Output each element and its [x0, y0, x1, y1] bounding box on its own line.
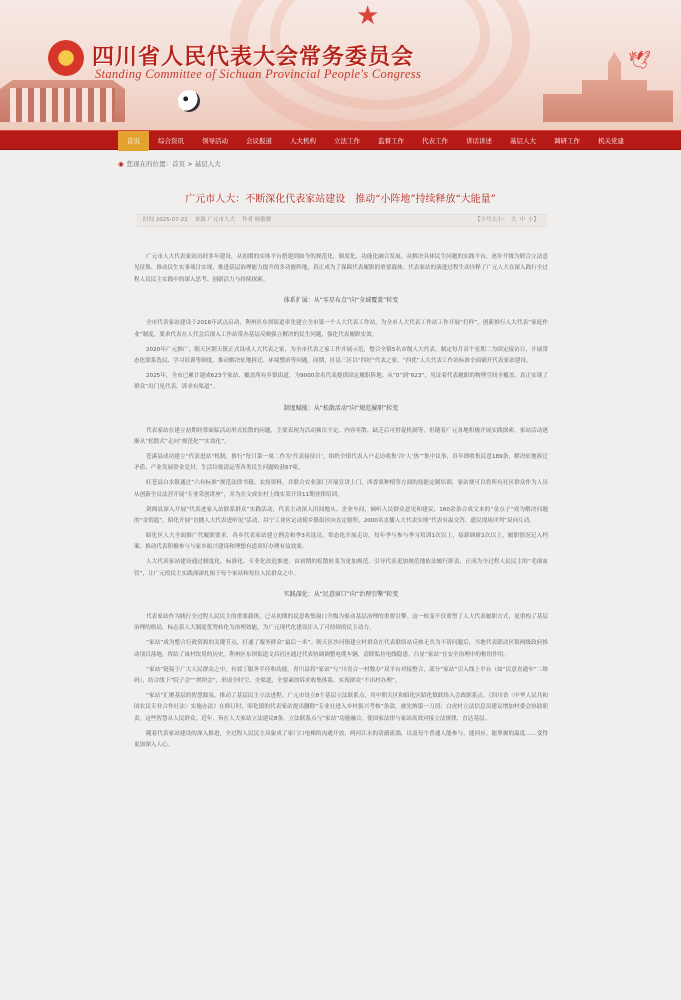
site-subtitle: Standing Committee of Sichuan Provincial People's Congress — [95, 67, 422, 81]
nav-item[interactable]: 监督工作 — [378, 137, 404, 145]
star-icon: ★ — [356, 1, 380, 31]
nav-item[interactable]: 代表工作 — [422, 137, 448, 145]
breadcrumb-text[interactable]: 您现在的位置：首页 > 基层人大 — [126, 160, 221, 168]
main-nav — [0, 130, 681, 150]
paragraph: “家站”成为整合行政资源的关键节点，打通了服务群众“最后一米”。朝天区沙河镇建立村群众在代表联络站反映无共为不请问题后，当地代表联动区镇两级政府推动项目落地，终结了该村饮用的历史。利州区东坝街道文昌社区通过代表协调调整电缆车辆，清除私拉电线隐患，凸显“家站”在安全治理中的枢纽作用。 — [134, 640, 548, 658]
font-size-label: 【字号大小： — [474, 217, 508, 223]
article-title: 广元市人大：不断深化代表家站建设 推动“小阵地”持续释放“大能量” — [185, 194, 496, 205]
building-illustration-right — [543, 52, 673, 122]
nav-item[interactable]: 人大机构 — [290, 137, 316, 145]
breadcrumb — [118, 159, 221, 168]
paragraph: “家站”链接于广大人民群众之中，有效丁服务半径和功能。青川县将“家站”与“川青合一村数办”双平台对接整合，部分“家站”引入线上平台（如“民意直通车”二维码），结合线下“院子会”“坝坝会”，形成全时空、全渠道、全要素的诉求收集体系，实现群众“不出村办理”。 — [134, 666, 548, 685]
nav-item[interactable]: 首页 — [118, 131, 149, 151]
location-pin-icon: ◉ — [118, 160, 124, 168]
paragraph: 广元市人大代表家站历经多年建设，从初期的实体平台搭建到如今的规范化、制度化、功能化融合发展，从解决具体民生问题的实践平台，逐步升级为联合立法意见征集、推动民生实事项目实现、推进基层治理能力提升的多功能阵地，真正成为了保障代表履职的重要载体。代表家站的演进过程生动诠释了广元人大在深入践行全过程人民民主实践中的深入思考、创新活力与持续探索。 — [134, 254, 548, 283]
paragraph: 2025年，全市已累计建成623个家站，覆盖所有乡镇街道，为9000余名代表提供固定履职阵地。从“0”到“623”，见证着代表履职的物理空间全覆盖，真正实现了群众“出门见代表，诉求有渠道”。 — [134, 372, 548, 391]
paragraph: 剑阁县深入开展“代表进家入站联系群众”实践活动，代表主动深入田间地头、企业车间，倾听人民群众意见和建议，160余条合成文本的“金点子”成为解决问题的“金钥匙”。昭化开展“直播人大代表进听见”活动，昌宁工业区定动使乡镇街区向直定辖所，2000名直播人大代表实现“代表有温交答、遗民现场评判”双向互动。 — [134, 506, 548, 524]
nav-item[interactable]: 立法工作 — [334, 137, 360, 145]
section-heading: 体系扩展：从“零星布点”向“全域覆盖”转变 — [283, 297, 399, 305]
site-title[interactable]: 四川省人民代表大会常务委员会 — [92, 44, 415, 70]
nav-item[interactable]: 机关党建 — [598, 137, 624, 145]
paragraph: 昭化区人大全面推广代履职要求，各乡代表家站建立例会和季3名选员，常态化开展走访，每年季与参与季习培训1次以上，接薪调研2次以上，履职情况记入档案。推动代表积极参与与家乡振兴建设和理想有道谈好办理有益效果。 — [134, 532, 548, 551]
section-heading: 实践深化：从“民意窗口”向“治理引擎”转变 — [283, 591, 399, 599]
nav-item[interactable]: 基层人大 — [510, 137, 536, 145]
nav-item[interactable]: 会议报道 — [246, 137, 272, 145]
font-size-small-button[interactable]: 小】 — [527, 217, 539, 223]
paragraph: “家站”汇聚基层的智慧源泉，推动了基层民主立法进程。广元市设立8个基层立法联系点，其中朝天区和昭化区昭化镇联络入会政职系点。《四川省〈中华人民共和国农民专业合作社法〉实施办法》在修订时，昭化镇的代表家站提出删除“专业社进入乡村振兴考核”条款，被先纳第一刀切；白虎村立法信息员建议增加村委会协助职责。这些智慧从人民群众，近年，旨在人大家站立法建议8条，立法联系点与“家站”功能融合，使国家法律与家站高效对接立法规律，直达基层。 — [134, 692, 548, 722]
paragraph: 随着代表家站建设的深入推进，全过程人民民主具象成了家门口电梯的沟通开放、两河江水的清澈流淌，以及每个普通人能参与、能回应、能掌握的温度……变得更加深入人心。 — [134, 730, 548, 749]
dove-icon: 🕊 — [628, 50, 651, 71]
nav-list — [118, 131, 633, 151]
panda-icon — [178, 90, 200, 112]
nav-item[interactable]: 讲话讲述 — [466, 137, 492, 145]
paragraph: 2020年广元推广，朝天区朝天镇正式设成人大代表之家，为全市代表之家工作开展示范，整合全镇5名市级人大代表，制定每月首个星期二为固定接访日，开展常态化联系选民、学习培训等制度，推动解决征地拆迁、环境整治等问题。同期，区县三区以“四好”代表之家、“四优”人大代表工作站标准全面铺开代表家站建设。 — [134, 346, 548, 364]
paragraph: 苍溪县成功建立“代表进站”机制，推行“每月第一周二作为‘代表接待日’，组织全镇代表入户走访收集‘冷’人‘热’”集中议事，首年即收集民意189条，解决征地拆迁矛盾、产业发展资金兑付、生活垃圾清运等各类民生问题收获67项。 — [134, 453, 548, 472]
building-columns — [10, 88, 115, 122]
nav-item[interactable]: 综合资讯 — [158, 137, 184, 145]
article-meta — [137, 214, 547, 227]
article-source: 来源 广元市人大 — [194, 217, 235, 223]
nav-item[interactable]: 领导活动 — [202, 137, 228, 145]
paragraph: 人大代表家站建设通过制度化、标准化、专业化改造推进，由初期的松散转变为更加规范，引导代表更加规范地依法履行职责，正成为全过程人民民主的“毛细血管”，让广元的民主实践深深扎根于每个家站和每位人民群众之中。 — [134, 559, 548, 577]
article-date: 时间 2025-07-22 — [143, 217, 188, 223]
article-body — [134, 252, 548, 755]
nav-item[interactable]: 调研工作 — [554, 137, 580, 145]
font-size-large-button[interactable]: 大 — [510, 217, 517, 223]
paragraph: 旺苍县白水镇通过“六有标准”规范法律书籍、农技资料，并联合农业部门开展宣讲上门，西香果种植等方面的技能定制培训，家站便可以将所有社区群众作为人员从创新全员法营开展“专业采创讲座”，并为在文成农村上线实采开设11期业律培训。 — [134, 480, 548, 498]
font-size-medium-button[interactable]: 中 — [519, 217, 525, 223]
paragraph: 代表家站作为践行全过程人民民主的重要载体，已从初期的民意收集窗口升级为驱动基层治理的重要引擎。这一转变不仅重塑了人大代表履职方式，更重构了基层治理的格局，标志着人大制度优势转化为治理效能，为广元现代化建设注入了可持续的民主动力。 — [134, 614, 548, 632]
paragraph: 全市代表家站建设于2016年试点启动，利州区东坝街道率先建立全市第一个人大代表工作站，为全市人大代表工作站工作开展“打样”，创新推行人大代表“家庭作业”制度，要求代表在人代会后深入工作站带办基层反映强立解决的民生问题，强化代表履职实效。 — [134, 320, 548, 338]
national-emblem-icon[interactable] — [48, 40, 84, 76]
article-author: 作者 杨敏敏 — [241, 217, 272, 223]
paragraph: 代表家站在建立初期经常面临活动形式松散的问题，主要表现为活动频次不定、内容零散、缺乏后可督促机制等，但随着广元各地积极开展实践探索，家站活动逐渐从“松散式”走向“规范化”“实效化”。 — [134, 427, 548, 446]
section-heading: 制度赋能：从“松散活动”向“规范履职”转变 — [283, 404, 399, 412]
header-banner — [0, 0, 681, 130]
